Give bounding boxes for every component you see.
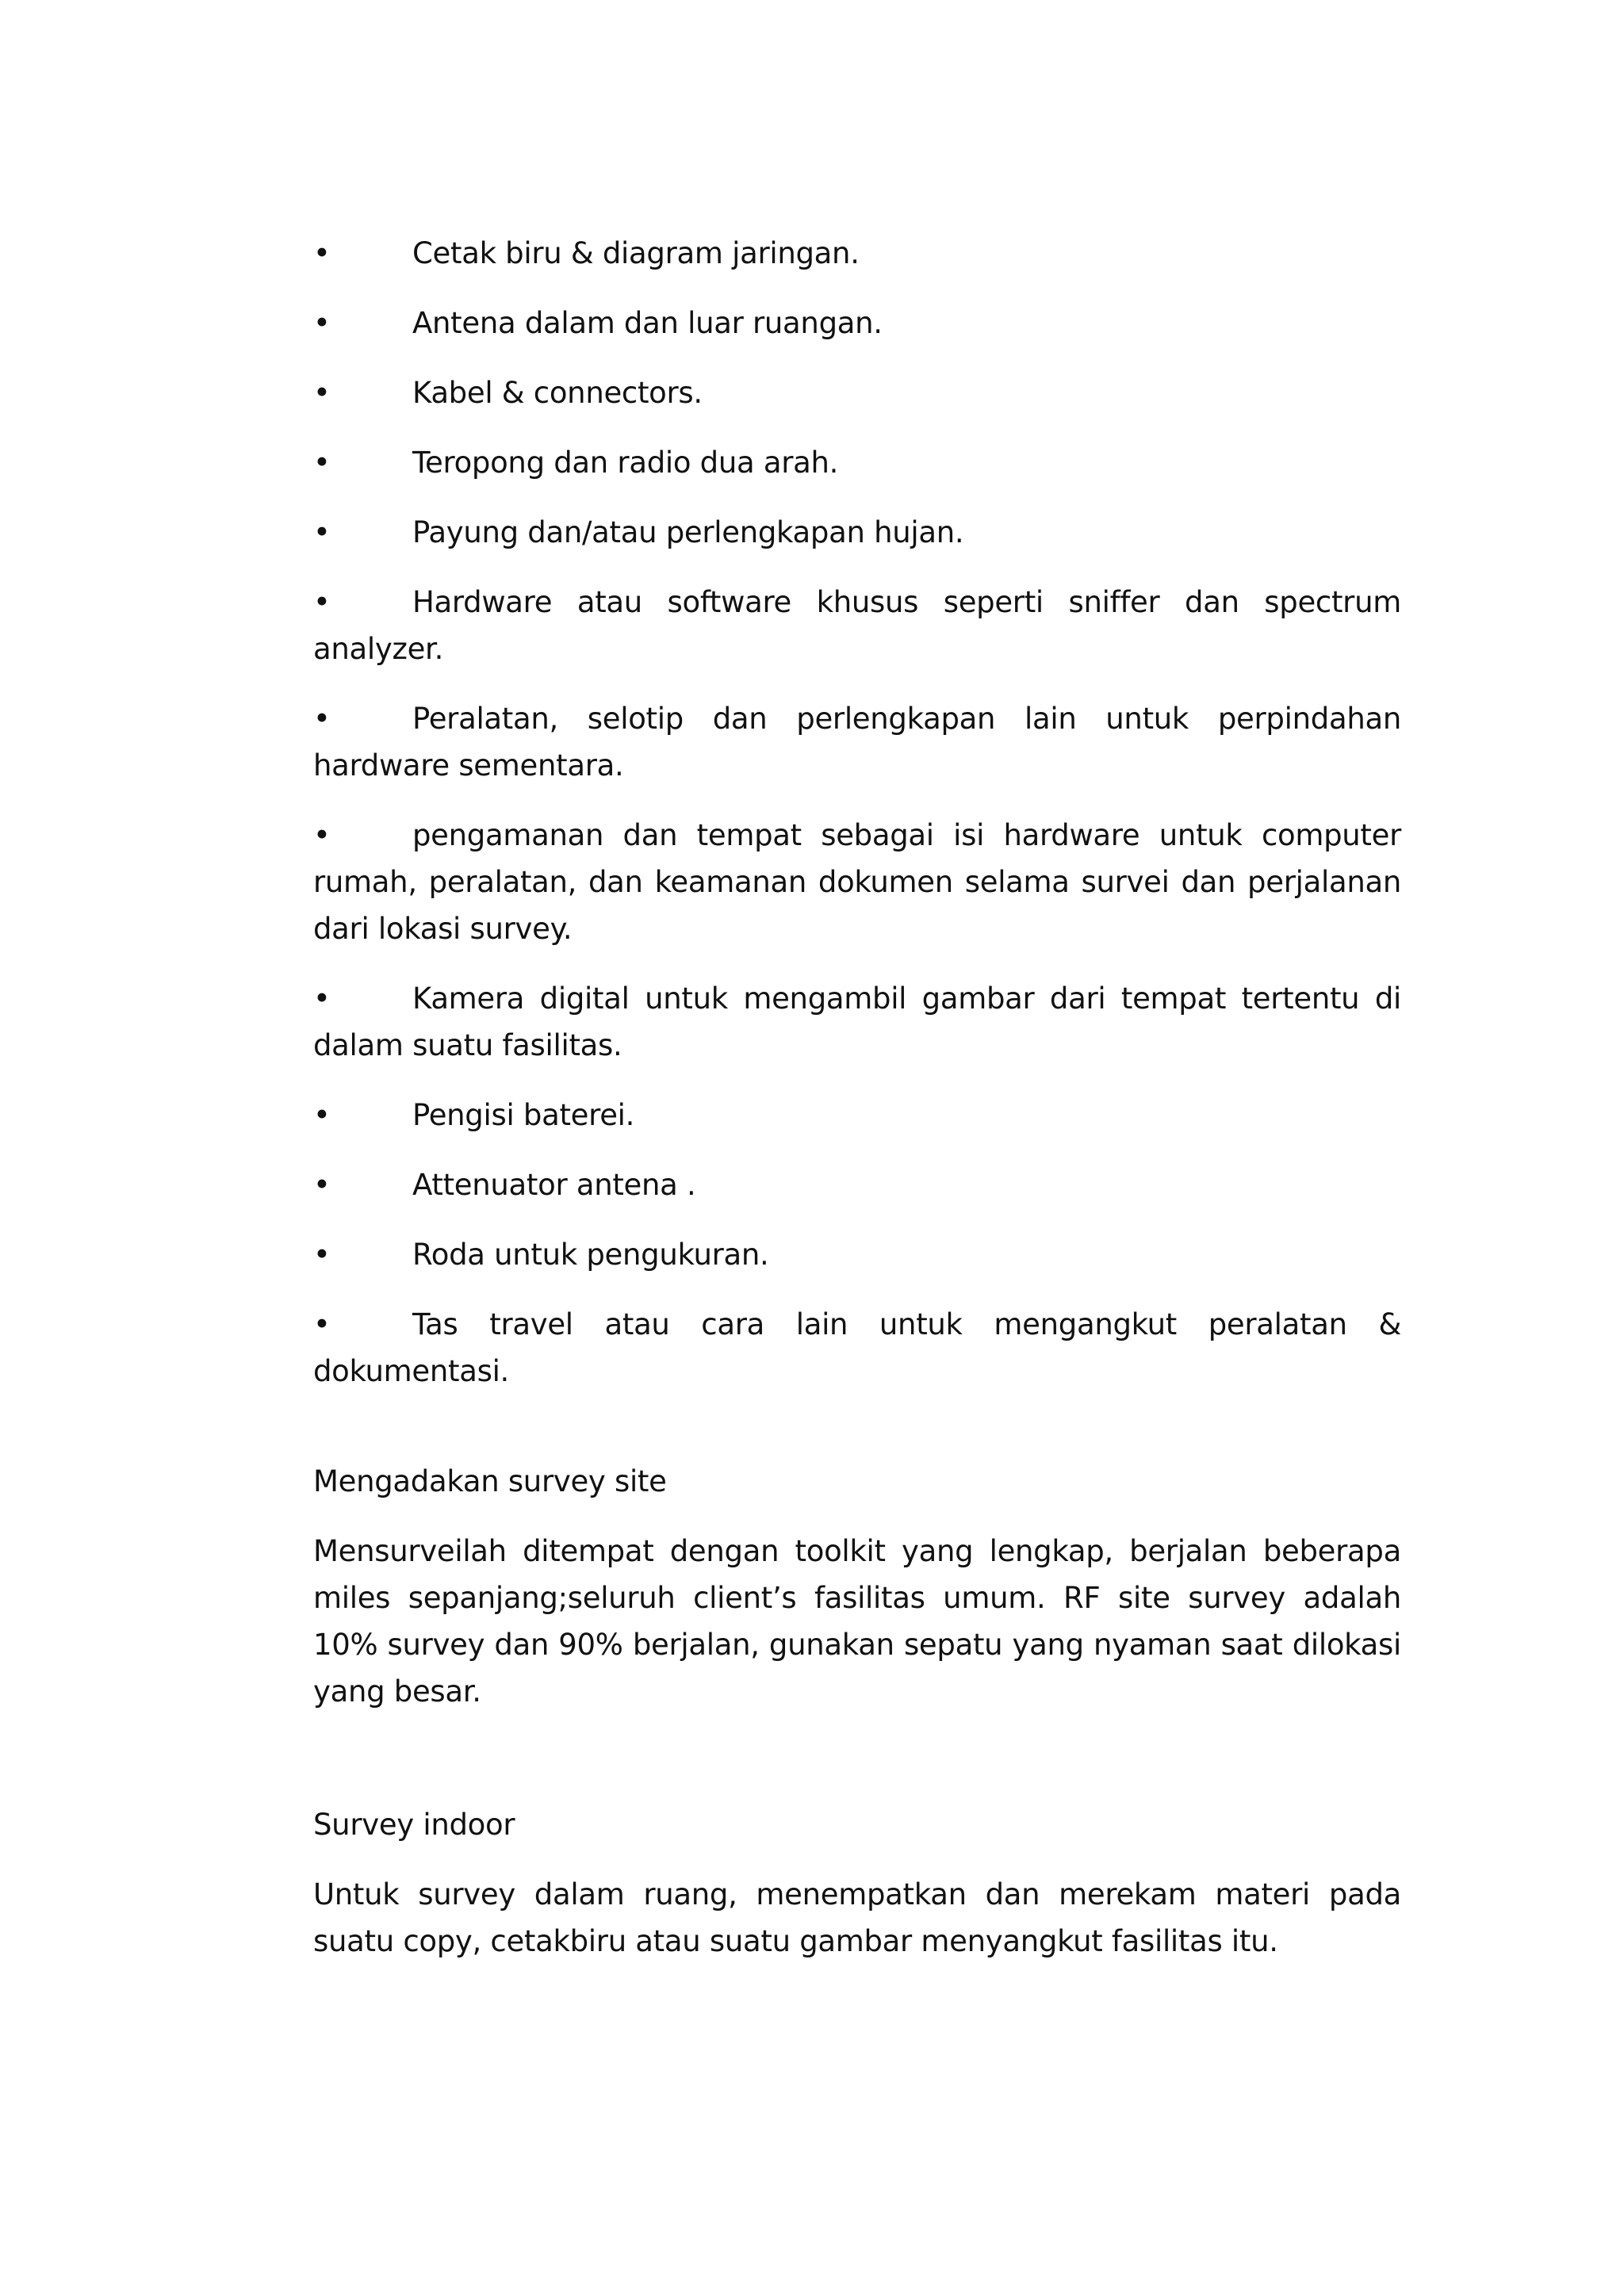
bullet-glyph: • xyxy=(313,818,331,852)
bullet-glyph: • xyxy=(313,376,331,410)
bullet-glyph: • xyxy=(313,306,331,340)
section-heading: Mengadakan survey site xyxy=(313,1464,667,1498)
list-item-text: Teropong dan radio dua arah. xyxy=(412,446,839,480)
list-item-text: Hardware atau software khusus seperti sniffer dan spectrum analyzer. xyxy=(313,585,1401,666)
list-item xyxy=(313,695,1401,789)
bullet-glyph: • xyxy=(313,446,331,480)
section-heading: Survey indoor xyxy=(313,1808,515,1842)
list-item-text: pengamanan dan tempat sebagai isi hardware untuk computer rumah, peralatan, dan keamanan dokumen selama survei dan perjalanan dari lokasi survey. xyxy=(313,818,1401,946)
page-content xyxy=(313,230,1401,1988)
bullet-glyph: • xyxy=(313,1307,331,1341)
bullet-glyph: • xyxy=(313,702,331,736)
list-item-text: Pengisi baterei. xyxy=(412,1098,635,1132)
list-item xyxy=(313,230,1401,277)
list-item xyxy=(313,975,1401,1069)
list-item-text: Tas travel atau cara lain untuk mengangkut peralatan & dokumentasi. xyxy=(313,1307,1401,1388)
bullet-glyph: • xyxy=(313,515,331,549)
list-item-text: Attenuator antena . xyxy=(412,1168,696,1202)
list-item xyxy=(313,1231,1401,1278)
list-item-text: Kabel & connectors. xyxy=(412,376,703,410)
list-item xyxy=(313,1301,1401,1395)
list-item xyxy=(313,439,1401,486)
bullet-glyph: • xyxy=(313,1238,331,1272)
list-item-text: Kamera digital untuk mengambil gambar dari tempat tertentu di dalam suatu fasilitas. xyxy=(313,982,1401,1062)
list-item xyxy=(313,1092,1401,1138)
list-item-text: Peralatan, selotip dan perlengkapan lain untuk perpindahan hardware sementara. xyxy=(313,702,1401,783)
section-paragraph: Untuk survey dalam ruang, menempatkan dan merekam materi pada suatu copy, cetakbiru atau suatu gambar menyangkut fasilitas itu. xyxy=(313,1877,1401,1958)
list-item-text: Antena dalam dan luar ruangan. xyxy=(412,306,883,340)
section-spacer xyxy=(313,1738,1401,1801)
list-item xyxy=(313,369,1401,416)
bullet-glyph: • xyxy=(313,236,331,270)
list-item xyxy=(313,579,1401,672)
list-item-text: Cetak biru & diagram jaringan. xyxy=(412,236,860,270)
section-spacer xyxy=(313,1395,1401,1458)
list-item-text: Roda untuk pengukuran. xyxy=(412,1238,769,1272)
bullet-glyph: • xyxy=(313,1168,331,1202)
bullet-glyph: • xyxy=(313,982,331,1016)
list-item-text: Payung dan/atau perlengkapan hujan. xyxy=(412,515,964,549)
list-item xyxy=(313,300,1401,346)
bullet-glyph: • xyxy=(313,1098,331,1132)
list-item xyxy=(313,1161,1401,1208)
list-item xyxy=(313,812,1401,952)
bullet-glyph: • xyxy=(313,585,331,619)
section-paragraph: Mensurveilah ditempat dengan toolkit yang lengkap, berjalan beberapa miles sepanjang;seluruh client’s fasilitas umum. RF site survey adalah 10% survey dan 90% berjalan, gunakan sepatu yang nyaman saat dilokasi yang besar. xyxy=(313,1534,1401,1709)
list-item xyxy=(313,509,1401,556)
